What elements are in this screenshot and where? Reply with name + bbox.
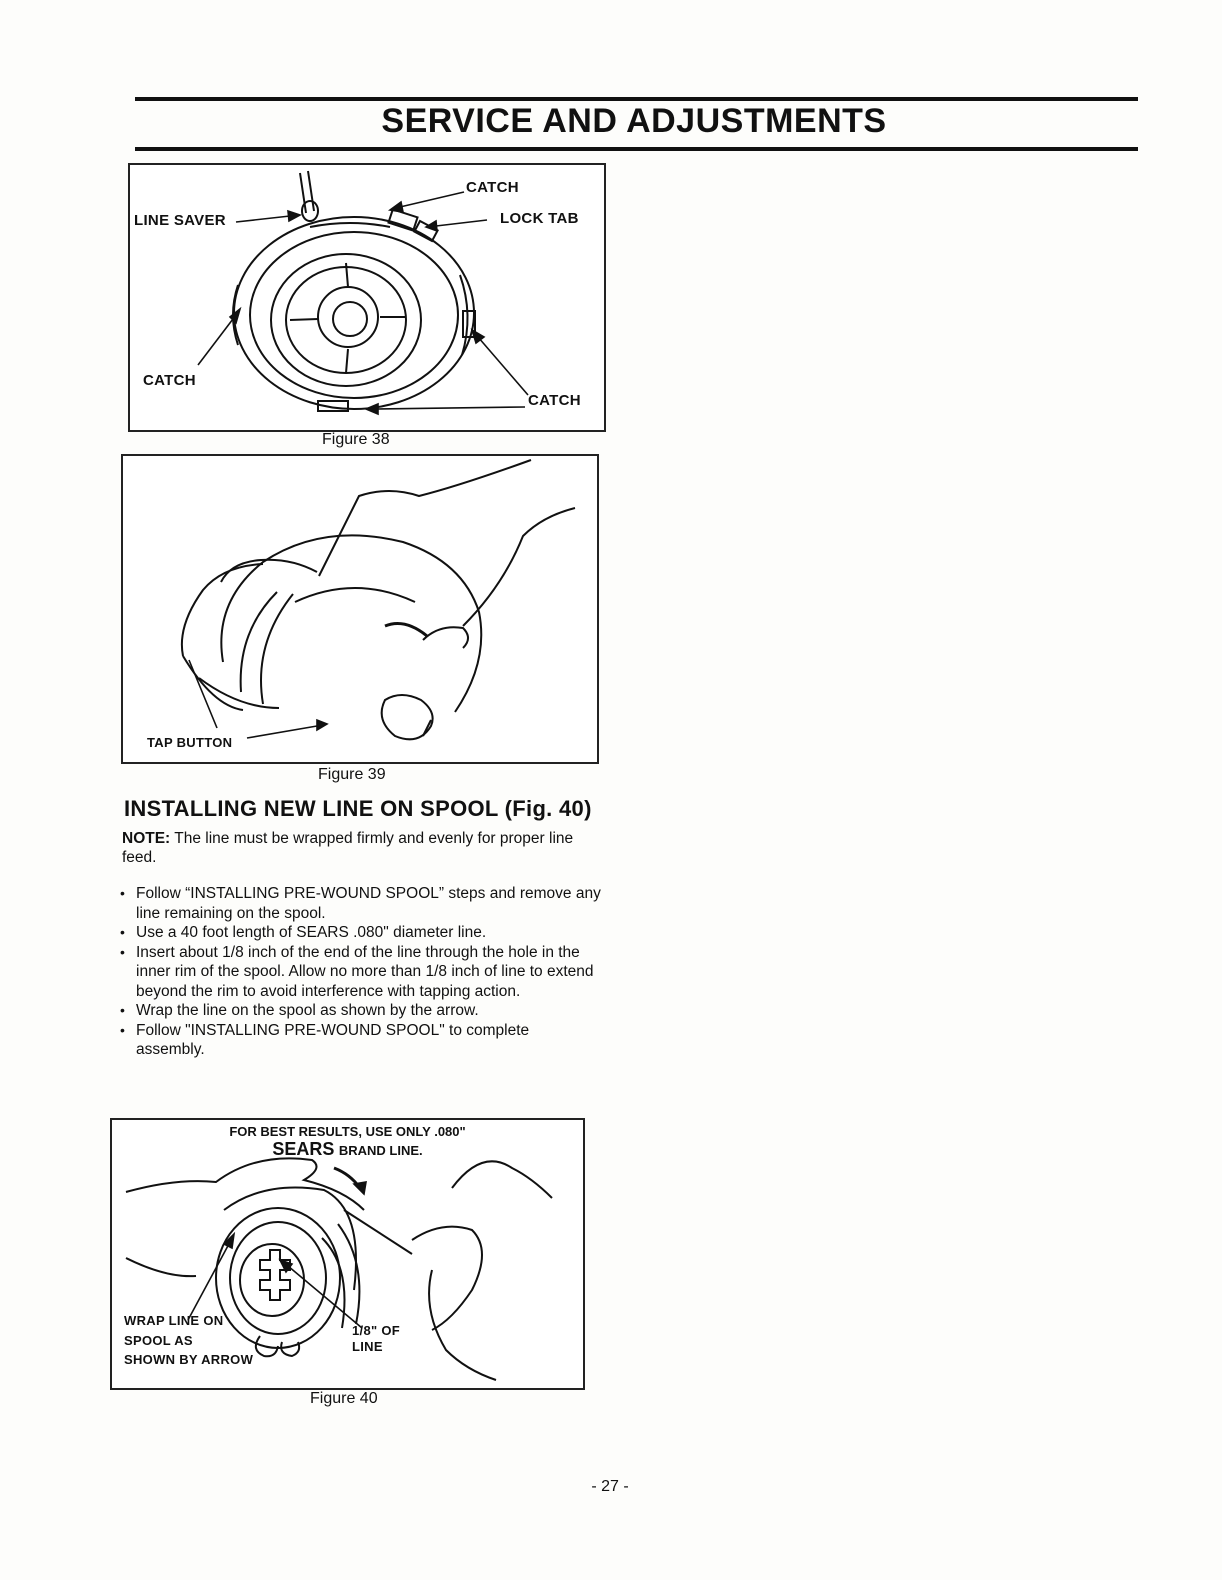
- figure-39-caption: Figure 39: [318, 766, 386, 783]
- list-item: • Insert about 1/8 inch of the end of the line through the hole in the inner rim of the spool. Allow no more than 1/8 inch of line to extend beyond the rim to avoid interference with tapping action.: [118, 943, 602, 1002]
- label-wrap-line-3: SHOWN BY ARROW: [124, 1352, 254, 1367]
- label-eighth-inch-1: 1/8" OF: [352, 1323, 400, 1338]
- page-number: - 27 -: [591, 1478, 629, 1495]
- label-wrap-line-1: WRAP LINE ON: [124, 1313, 224, 1328]
- note-paragraph: [122, 829, 600, 867]
- figure-38-caption: Figure 38: [322, 431, 390, 448]
- hand-tapping-spool-illustration: [123, 456, 597, 762]
- list-item: • Wrap the line on the spool as shown by the arrow.: [118, 1001, 602, 1021]
- label-wrap-line-2: SPOOL AS: [124, 1333, 193, 1348]
- best-results-line2: [112, 1139, 583, 1160]
- brand-line-text: BRAND LINE.: [338, 1143, 423, 1158]
- sears-brand: SEARS: [272, 1139, 335, 1159]
- note-label: NOTE:: [122, 830, 171, 847]
- page-title: SERVICE AND ADJUSTMENTS: [381, 102, 887, 140]
- spool-head-illustration: [130, 165, 604, 430]
- figure-40-caption: Figure 40: [310, 1390, 378, 1407]
- list-item: • Follow "INSTALLING PRE-WOUND SPOOL" to complete assembly.: [118, 1021, 602, 1060]
- label-lock-tab: LOCK TAB: [500, 210, 579, 227]
- figure-38: [128, 163, 606, 432]
- note-text: The line must be wrapped firmly and evenly for proper line feed.: [122, 830, 574, 866]
- label-eighth-inch-2: LINE: [352, 1339, 383, 1354]
- label-tap-button: TAP BUTTON: [147, 735, 233, 750]
- figure-40: [110, 1118, 585, 1390]
- best-results-line1: FOR BEST RESULTS, USE ONLY .080": [229, 1124, 466, 1139]
- label-line-saver: LINE SAVER: [134, 212, 226, 229]
- section-heading: INSTALLING NEW LINE ON SPOOL (Fig. 40): [124, 796, 592, 821]
- list-item: • Use a 40 foot length of SEARS .080" diameter line.: [118, 923, 602, 943]
- label-catch-right: CATCH: [528, 392, 581, 409]
- figure-39: [121, 454, 599, 764]
- list-item: • Follow “INSTALLING PRE-WOUND SPOOL” steps and remove any line remaining on the spool.: [118, 884, 602, 923]
- header-rule-top: [135, 97, 1138, 101]
- instruction-list: [118, 884, 602, 1060]
- header-rule-bottom: [135, 147, 1138, 151]
- label-catch-left: CATCH: [143, 372, 196, 389]
- label-catch-top: CATCH: [466, 179, 519, 196]
